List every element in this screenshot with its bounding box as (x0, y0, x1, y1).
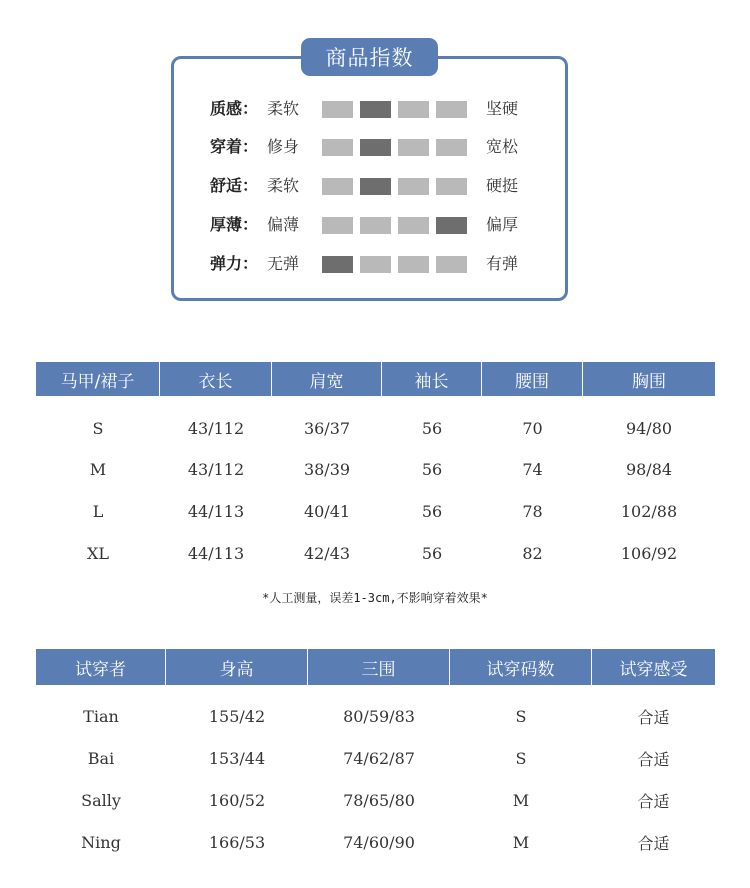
attr-right-label: 坚硬 (486, 99, 519, 118)
size-header-cell: 腰围 (482, 362, 583, 396)
level-bar (398, 139, 429, 156)
level-bars (322, 217, 472, 234)
size-table-cell: 98/84 (625, 459, 673, 479)
tryon-table-cell: 合适 (637, 707, 670, 727)
level-bar (398, 256, 429, 273)
level-bar (360, 178, 391, 195)
tryon-table-cell: Tian (83, 706, 119, 726)
tryon-table-cell: S (515, 748, 527, 768)
size-table-cell: 70 (522, 418, 543, 438)
size-table-cell: XL (86, 543, 109, 563)
size-table-row (36, 498, 715, 524)
attr-name: 弹力： (210, 254, 259, 273)
tryon-table-cell: S (515, 706, 527, 726)
tryon-table-cell: 合适 (637, 833, 670, 853)
index-row (210, 213, 540, 237)
tryon-table-cell: 合适 (637, 791, 670, 811)
size-table-cell: 74 (522, 459, 543, 479)
tryon-header-cell: 三围 (308, 649, 450, 685)
size-header-cell: 衣长 (160, 362, 272, 396)
size-table-cell: 44/113 (187, 501, 245, 521)
size-table-row (36, 415, 715, 441)
attr-name: 穿着： (210, 137, 259, 156)
attr-left-label: 偏薄 (267, 215, 300, 234)
index-row (210, 252, 540, 276)
tryon-table-cell: 合适 (637, 749, 670, 769)
level-bar (322, 139, 353, 156)
level-bar (398, 101, 429, 118)
size-table-cell: 78 (522, 501, 543, 521)
attr-right-label: 硬挺 (486, 176, 519, 195)
attr-right-label: 宽松 (486, 137, 519, 156)
tryon-header-cell: 身高 (166, 649, 308, 685)
tryon-table-cell: 74/62/87 (343, 748, 415, 768)
size-table-cell: 36/37 (303, 418, 351, 438)
tryon-table-cell: Ning (81, 832, 121, 852)
level-bar (322, 217, 353, 234)
tryon-table-row (36, 787, 715, 813)
tryon-table-cell: M (512, 790, 530, 810)
tryon-table-cell: 155/42 (208, 706, 266, 726)
level-bar (398, 178, 429, 195)
size-table-cell: 38/39 (303, 459, 351, 479)
tryon-table-row (36, 745, 715, 771)
size-table-cell: 44/113 (187, 543, 245, 563)
tryon-table-row (36, 829, 715, 855)
tryon-table-cell: 166/53 (208, 832, 266, 852)
attr-name: 质感： (210, 99, 259, 118)
level-bar (436, 101, 467, 118)
size-table-cell: 106/92 (620, 543, 678, 563)
level-bars (322, 101, 472, 118)
level-bar (360, 256, 391, 273)
level-bar (436, 178, 467, 195)
size-table-cell: 43/112 (187, 459, 245, 479)
tryon-table-cell: M (512, 832, 530, 852)
tryon-table-cell: Sally (81, 790, 121, 810)
attr-left-label: 无弹 (267, 254, 300, 273)
tryon-table-row (36, 703, 715, 729)
level-bar (322, 101, 353, 118)
product-index-title: 商品指数 (301, 38, 438, 76)
size-table-cell: S (92, 418, 104, 438)
level-bar (360, 217, 391, 234)
tryon-header-cell: 试穿感受 (619, 659, 688, 680)
level-bar (436, 217, 467, 234)
size-table-cell: 40/41 (303, 501, 351, 521)
level-bars (322, 256, 472, 273)
size-table-cell: 56 (421, 543, 443, 563)
size-header-cell: 袖长 (382, 362, 482, 396)
level-bar (436, 139, 467, 156)
size-table-row (36, 540, 715, 566)
index-row (210, 135, 540, 159)
tryon-table-cell: Bai (87, 748, 115, 768)
tryon-table-cell: 160/52 (208, 790, 266, 810)
index-row (210, 97, 540, 121)
attr-left-label: 柔软 (267, 176, 300, 195)
attr-right-label: 偏厚 (486, 215, 519, 234)
size-table-cell: 56 (421, 459, 443, 479)
level-bar (436, 256, 467, 273)
attr-left-label: 修身 (267, 137, 300, 156)
size-table-cell: L (92, 501, 104, 521)
size-table-cell: 94/80 (625, 418, 673, 438)
tryon-table-cell: 78/65/80 (343, 790, 415, 810)
attr-left-label: 柔软 (267, 99, 300, 118)
size-table-row (36, 456, 715, 482)
size-table-cell: 42/43 (303, 543, 351, 563)
level-bars (322, 139, 472, 156)
attr-name: 厚薄： (210, 215, 259, 234)
level-bar (360, 139, 391, 156)
tryon-header-cell: 试穿码数 (450, 649, 592, 685)
level-bar (322, 256, 353, 273)
level-bar (398, 217, 429, 234)
level-bar (360, 101, 391, 118)
size-header-cell: 胸围 (632, 371, 666, 392)
tryon-table-cell: 153/44 (208, 748, 266, 768)
level-bar (322, 178, 353, 195)
size-table-cell: 43/112 (187, 418, 245, 438)
level-bars (322, 178, 472, 195)
tryon-header-cell: 试穿者 (36, 649, 166, 685)
tryon-table-header (36, 649, 715, 685)
size-table-header (36, 362, 715, 396)
size-header-cell: 肩宽 (272, 362, 382, 396)
index-row (210, 174, 540, 198)
size-table-cell: M (89, 459, 107, 479)
size-header-cell: 马甲/裙子 (36, 362, 160, 396)
measurement-note: *人工测量，误差1-3cm,不影响穿着效果* (262, 591, 488, 605)
size-table-cell: 56 (421, 418, 443, 438)
size-table-cell: 56 (421, 501, 443, 521)
tryon-table-cell: 74/60/90 (343, 832, 415, 852)
attr-name: 舒适： (210, 176, 259, 195)
size-table-cell: 82 (522, 543, 543, 563)
tryon-table-cell: 80/59/83 (343, 706, 415, 726)
attr-right-label: 有弹 (486, 254, 519, 273)
size-table-cell: 102/88 (620, 501, 678, 521)
